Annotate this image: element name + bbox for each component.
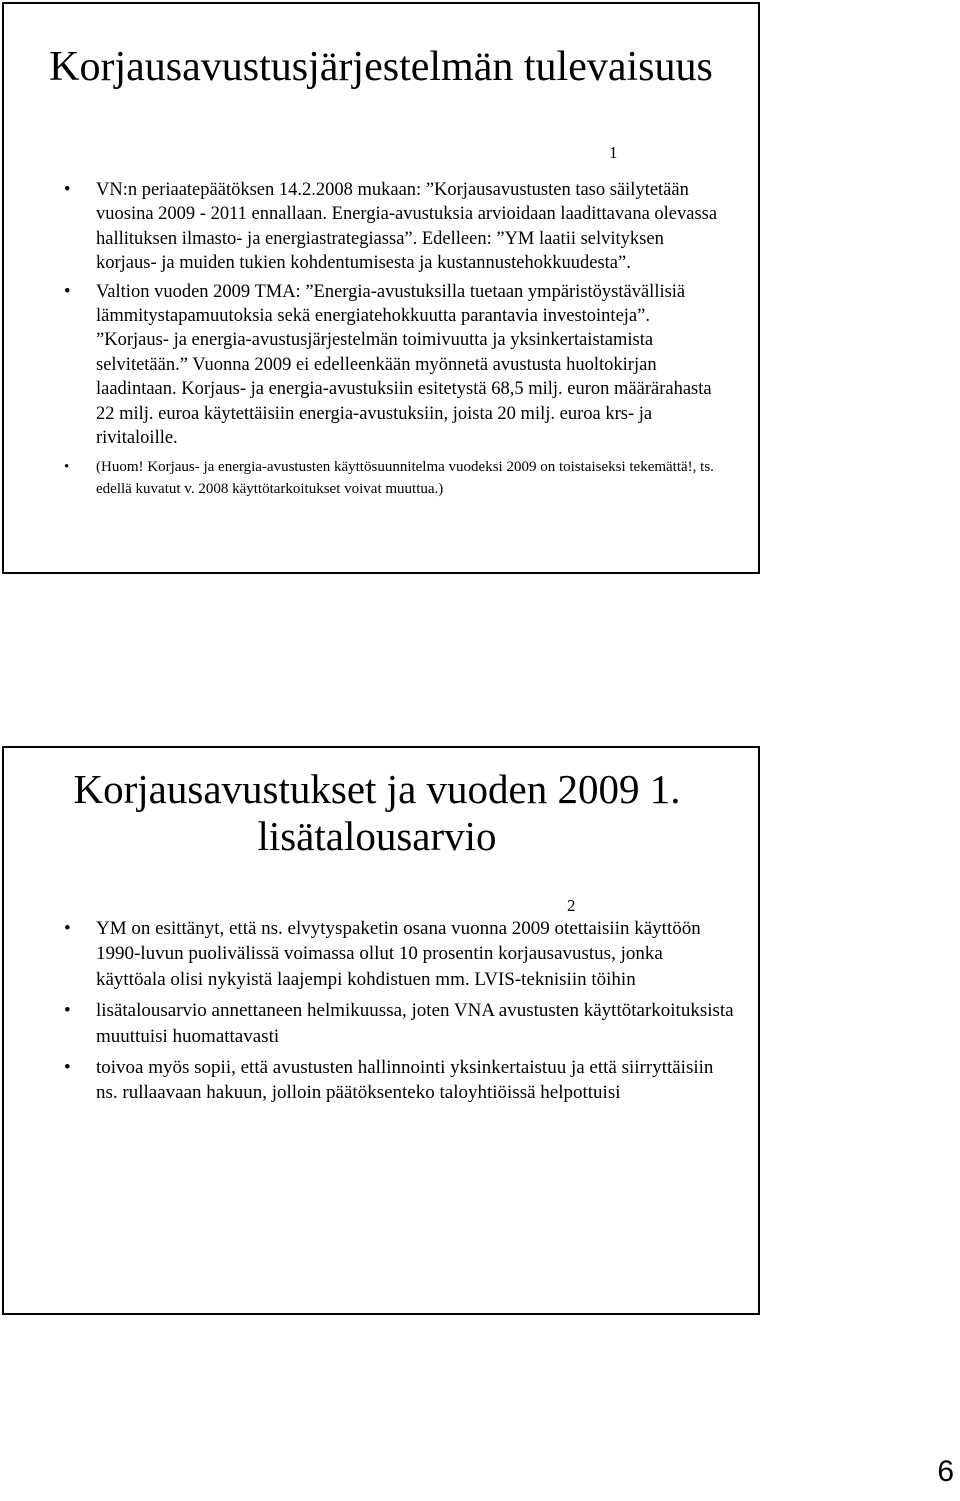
list-item xyxy=(64,916,734,992)
list-item xyxy=(64,178,724,276)
slide-1-bullet-list xyxy=(64,178,724,504)
list-item xyxy=(64,1055,734,1106)
slide-1-number: 1 xyxy=(609,143,618,162)
list-item xyxy=(64,456,724,500)
list-item-text: (Huom! Korjaus- ja energia-avustusten käyttösuunnitelma vuodeksi 2009 on toistaiseksi tekemättä!, ts. edellä kuvatut v. 2008 käyttötarkoitukset voivat muuttua.) xyxy=(96,459,714,498)
bullet-icon: • xyxy=(64,459,70,476)
list-item-text: lisätalousarvio annettaneen helmikuussa, joten VNA avustusten käyttötarkoituksista muuttuisi huomattavasti xyxy=(96,1000,734,1047)
bullet-icon: • xyxy=(64,1000,71,1022)
bullet-icon: • xyxy=(64,180,71,200)
list-item xyxy=(64,998,734,1049)
list-item-text: Valtion vuoden 2009 TMA: ”Energia-avustuksilla tuetaan ympäristöystävällisiä lämmitystapamuutoksia sekä energiatehokkuutta parantavia investointeja”. ”Korjaus- ja energia-avustusjärjestelmän toimivuutta ja yksinkertaistamista selvitetään.” Vuonna 2009 ei edelleenkään myönnetä avustusta huoltokirjan laadintaan. Korjaus- ja energia-avustuksiin esitetystä 68,5 milj. euron määrärahasta 22 milj. euroa käytettäisiin energia-avustuksiin, joista 20 milj. euroa krs- ja rivitaloille. xyxy=(96,281,712,449)
bullet-icon: • xyxy=(64,281,71,302)
list-item-text: YM on esittänyt, että ns. elvytyspaketin osana vuonna 2009 otettaisiin käyttöön 1990-luvun puolivälissä voimassa ollut 10 prosentin korjausavustus, jonka käyttöala olisi nykyistä laajempi kohdistuen mm. LVIS-teknisiin töihin xyxy=(96,918,701,990)
slide-2-bullet-list xyxy=(64,916,734,1112)
slide-2-title: Korjausavustukset ja vuoden 2009 1. lisätalousarvio xyxy=(73,766,681,859)
list-item xyxy=(64,280,724,451)
bullet-icon: • xyxy=(64,1057,71,1079)
list-item-text: toivoa myös sopii, että avustusten hallinnointi yksinkertaistuu ja että siirryttäisiin ns. rullaavaan hakuun, jolloin päätöksenteko taloyhtiöissä helpottuisi xyxy=(96,1057,714,1104)
bullet-icon: • xyxy=(64,918,71,939)
slide-1 xyxy=(2,2,760,574)
page-number: 6 xyxy=(937,1455,954,1488)
list-item-text: VN:n periaatepäätöksen 14.2.2008 mukaan: ”Korjausavustusten taso säilytetään vuosina 2009 - 2011 ennallaan. Energia-avustuksia arvioidaan laadittavana olevassa hallituksen ilmasto- ja energiastrategiassa”. Edelleen: ”YM laatii selvityksen korjaus- ja muiden tukien kohdentumisesta ja kustannustehokkuudesta”. xyxy=(96,180,718,274)
slide-2-number: 2 xyxy=(567,896,576,915)
slide-1-title: Korjausavustusjärjestelmän tulevaisuus xyxy=(49,44,713,90)
slide-2 xyxy=(2,746,760,1315)
